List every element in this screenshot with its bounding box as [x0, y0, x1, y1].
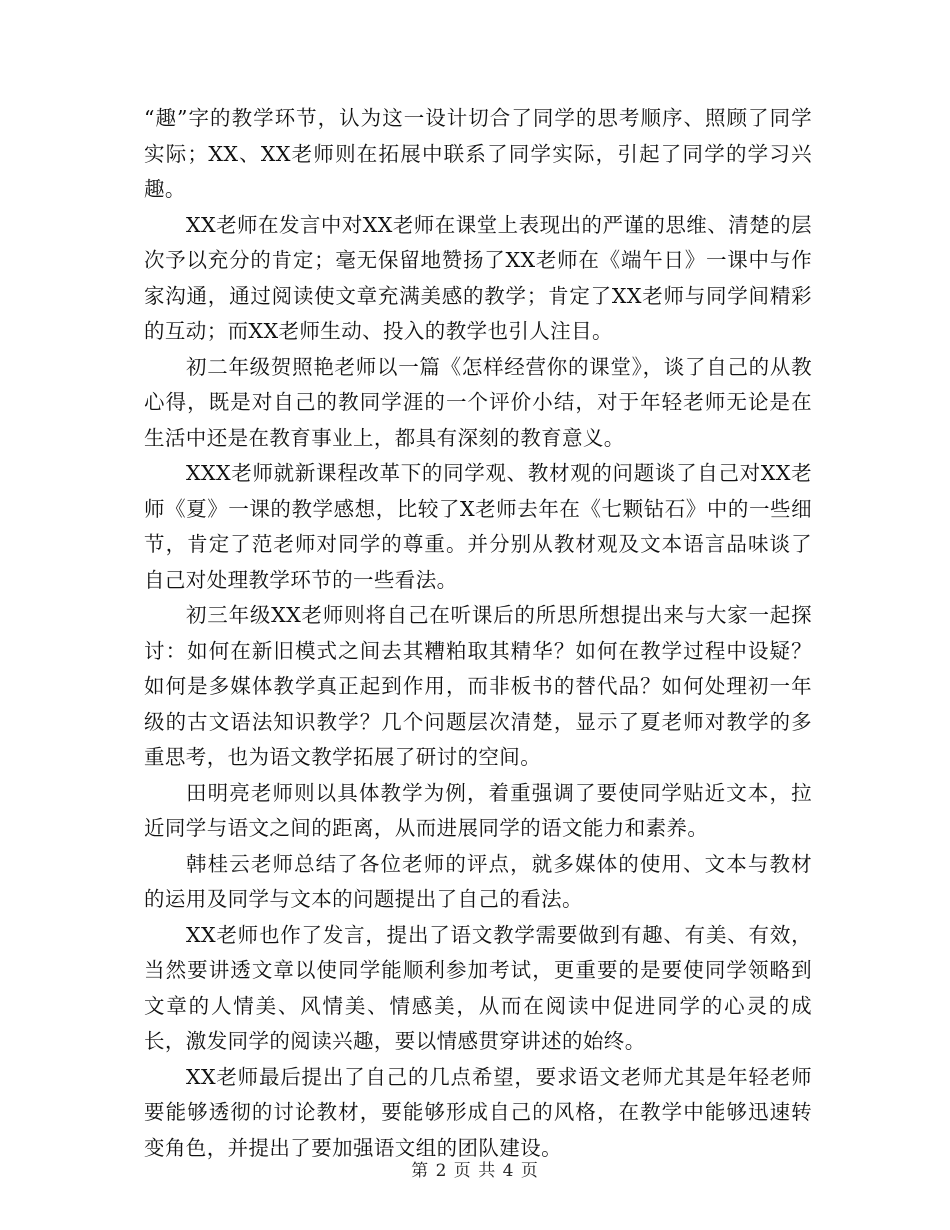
paragraph-continuation: “趣”字的教学环节，认为这一设计切合了同学的思考顺序、照顾了同学实际；XX、XX老师则在拓展中联系了同学实际，引起了同学的学习兴趣。: [144, 106, 812, 201]
document-body: [144, 101, 812, 1166]
paragraph: 初二年级贺照艳老师以一篇《怎样经营你的课堂》，谈了自己的从教心得，既是对自己的教同学涯的一个评价小结，对于年轻老师无论是在生活中还是在教育事业上，都具有深刻的教育意义。: [144, 354, 812, 450]
paragraph: XX老师最后提出了自己的几点希望，要求语文老师尤其是年轻老师要能够透彻的讨论教材，要能够形成自己的风格，在教学中能够迅速转变角色，并提出了要加强语文组的团队建设。: [144, 1064, 812, 1160]
paragraph: 韩桂云老师总结了各位老师的评点，就多媒体的使用、文本与教材的运用及同学与文本的问题提出了自己的看法。: [144, 851, 812, 911]
paragraph: 初三年级XX老师则将自己在听课后的所思所想提出来与大家一起探讨：如何在新旧模式之间去其糟粕取其精华？如何在教学过程中设疑？如何是多媒体教学真正起到作用，而非板书的替代品？如何处理初一年级的古文语法知识教学？几个问题层次清楚，显示了夏老师对教学的多重思考，也为语文教学拓展了研讨的空间。: [144, 603, 812, 769]
paragraph: XX老师也作了发言，提出了语文教学需要做到有趣、有美、有效，当然要讲透文章以使同学能顺利参加考试，更重要的是要使同学领略到文章的人情美、风情美、情感美，从而在阅读中促进同学的心灵的成长，激发同学的阅读兴趣，要以情感贯穿讲述的始终。: [144, 922, 812, 1053]
page-number-footer: 第 2 页 共 4 页: [411, 1161, 539, 1181]
paragraph: XX老师在发言中对XX老师在课堂上表现出的严谨的思维、清楚的层次予以充分的肯定；毫无保留地赞扬了XX老师在《端午日》一课中与作家沟通，通过阅读使文章充满美感的教学；肯定了XX老师与同学间精彩的互动；而XX老师生动、投入的教学也引人注目。: [144, 212, 812, 343]
paragraph: 田明亮老师则以具体教学为例，着重强调了要使同学贴近文本，拉近同学与语文之间的距离，从而进展同学的语文能力和素养。: [144, 780, 812, 840]
paragraph: XXX老师就新课程改革下的同学观、教材观的问题谈了自己对XX老师《夏》一课的教学感想，比较了X老师去年在《七颗钻石》中的一些细节，肯定了范老师对同学的尊重。并分别从教材观及文本语言品味谈了自己对处理教学环节的一些看法。: [144, 461, 812, 592]
